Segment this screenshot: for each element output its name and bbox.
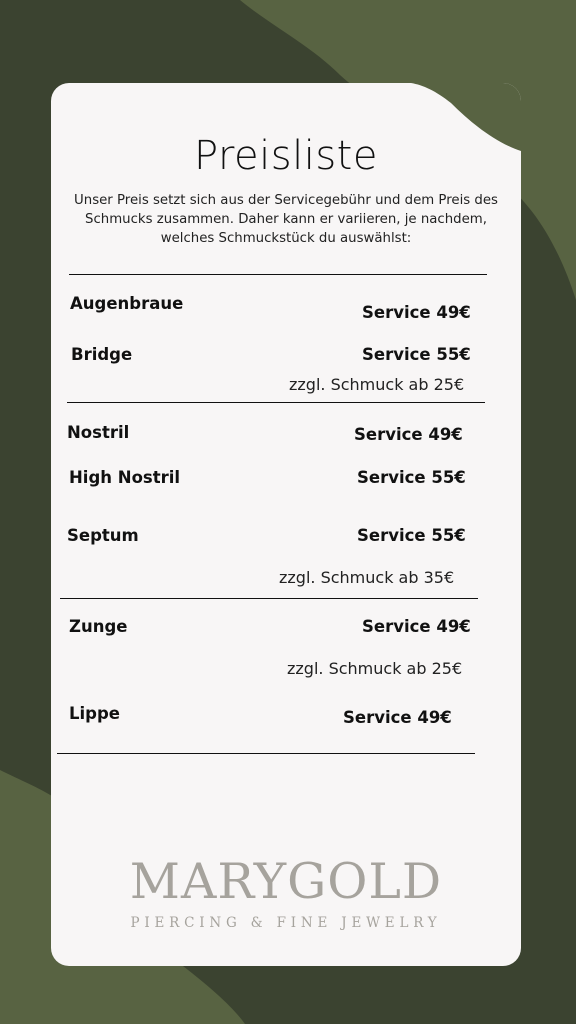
item-price-augenbraue: Service 49€ xyxy=(362,303,471,322)
item-price-nostril: Service 49€ xyxy=(354,425,463,444)
item-name-high-nostril: High Nostril xyxy=(69,468,181,487)
item-name-lippe: Lippe xyxy=(69,704,120,723)
divider xyxy=(60,598,478,599)
divider xyxy=(57,753,475,754)
item-price-bridge: Service 55€ xyxy=(362,345,471,364)
item-price-septum: Service 55€ xyxy=(357,526,466,545)
jewelry-surcharge-2: zzgl. Schmuck ab 35€ xyxy=(279,568,455,587)
item-name-augenbraue: Augenbraue xyxy=(70,294,184,313)
intro-text: Unser Preis setzt sich aus der Servicegebühr und dem Preis des Schmucks zusammen. Daher kann er variieren, je nachdem, welches Schmuckstück du auswählst: xyxy=(74,193,498,246)
jewelry-surcharge-1: zzgl. Schmuck ab 25€ xyxy=(289,375,465,394)
item-name-zunge: Zunge xyxy=(69,617,128,636)
divider xyxy=(69,274,487,275)
page-title: Preisliste xyxy=(194,133,378,179)
brand-tagline: PIERCING & FINE JEWELRY xyxy=(130,915,442,931)
item-price-zunge: Service 49€ xyxy=(362,617,471,636)
item-price-high-nostril: Service 55€ xyxy=(357,468,466,487)
item-price-lippe: Service 49€ xyxy=(343,708,452,727)
item-name-septum: Septum xyxy=(67,526,139,545)
price-card xyxy=(51,83,521,966)
jewelry-surcharge-3: zzgl. Schmuck ab 25€ xyxy=(287,659,463,678)
divider xyxy=(67,402,485,403)
item-name-nostril: Nostril xyxy=(67,423,130,442)
brand-logo: MARYGOLD xyxy=(129,853,443,910)
item-name-bridge: Bridge xyxy=(71,345,133,364)
